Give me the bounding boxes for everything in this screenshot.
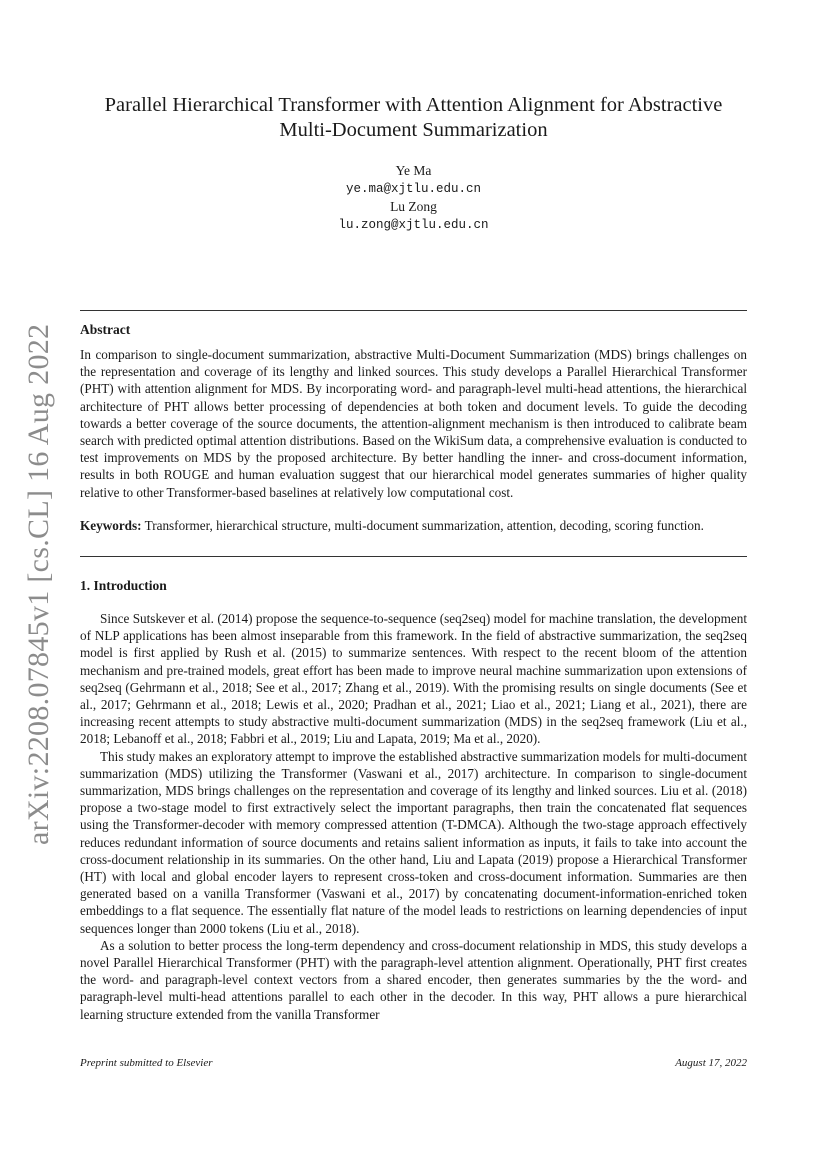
introduction-paragraph: Since Sutskever et al. (2014) propose the sequence-to-sequence (seq2seq) model for machine translation, the development of NLP applications has been almost inseparable from this framework. In the field of abstractive summarization, the seq2seq model is first applied by Rush et al. (2015) to summarize sentences. With respect to the recent bloom of the attention mechanism and pre-trained models, great effort has been made to improve neural machine summarization upon extensions of seq2seq (Gehrmann et al., 2018; See et al., 2017; Zhang et al., 2019). With the promising results on single documents (See et al., 2017; Gehrmann et al., 2018; Lewis et al., 2020; Pradhan et al., 2021; Liao et al., 2021; Liang et al., 2021), there are increasing recent attempts to study abstractive multi-document summarization (MDS) in the seq2seq framework (Liu et al., 2018; Lebanoff et al., 2018; Fabbri et al., 2019; Liu and Lapata, 2019; Ma et al., 2020).	[80, 611, 747, 747]
abstract-body: In comparison to single-document summarization, abstractive Multi-Document Summarization (MDS) brings challenges on the representation and coverage of its lengthy and linked sources. This study develops a Parallel Hierarchical Transformer (PHT) with attention alignment for MDS. By incorporating word- and paragraph-level multi-head attentions, the hierarchical architecture of PHT allows better processing of dependencies at both token and document levels. To guide the decoding towards a better coverage of the source documents, the attention-alignment mechanism is then introduced to calibrate beam search with predicted optimal attention distributions. Based on the WikiSum data, a comprehensive evaluation is conducted to test improvements on MDS by the proposed architecture. By better handling the inner- and cross-document information, results in both ROUGE and human evaluation suggest that our hierarchical model generates summaries of higher quality relative to other Transformer-based baselines at relatively low computational cost.	[80, 347, 747, 500]
author-name: Lu Zong	[390, 199, 437, 214]
introduction-paragraph: This study makes an exploratory attempt to improve the established abstractive summarization models for multi-document summarization (MDS) utilizing the Transformer (Vaswani et al., 2017) architecture. In comparison to single-document summarization, MDS brings challenges on the representation and coverage of its lengthy and linked sources. Liu et al. (2018) propose a two-stage model to first extractively select the important paragraphs, then train the concatenated flat sequences using the Transformer-decoder with memory compressed attention (T-DMCA). Although the two-stage approach effectively reduces redundant information of source documents and retains salient information as inputs, it fails to take into account the cross-document relationship in its summaries. On the other hand, Liu and Lapata (2019) propose a Hierarchical Transformer (HT) with local and global encoder layers to represent cross-token and cross-document information. Summaries are then generated based on a vanilla Transformer (Vaswani et al., 2017) by concatenating document-information-enriched token embeddings to a flat sequence. The essentially flat nature of the model leads to restrictions on learning dependencies of input sequences longer than 2000 tokens (Liu et al., 2018).	[80, 748, 747, 936]
author-email[interactable]: ye.ma@xjtlu.edu.cn	[345, 182, 482, 196]
abstract-heading: Abstract	[80, 322, 131, 337]
keywords-line	[80, 517, 747, 534]
abstract-bottom-divider	[80, 556, 747, 557]
author-email[interactable]: lu.zong@xjtlu.edu.cn	[338, 218, 489, 232]
footer-date: August 17, 2022	[675, 1057, 747, 1069]
section-heading-introduction: 1. Introduction	[80, 578, 167, 593]
arxiv-identifier-text: arXiv:2208.07845v1 [cs.CL] 16 Aug 2022	[22, 323, 55, 845]
paper-title: Parallel Hierarchical Transformer with Attention Alignment for Abstractive Multi-Document Summarization	[104, 94, 723, 141]
introduction-paragraph: As a solution to better process the long-term dependency and cross-document relationship in MDS, this study develops a novel Parallel Hierarchical Transformer (PHT) with the paragraph-level attention alignment. Operationally, PHT first creates the word- and paragraph-level context vectors from a shared encoder, then generates summaries by the the word- and paragraph-level multi-head attentions parallel to each other in the decoder. In this way, PHT allows a pure hierarchical learning structure extended from the vanilla Transformer	[80, 937, 747, 1022]
author-name: Ye Ma	[395, 163, 432, 178]
keywords-text: Transformer, hierarchical structure, multi-document summarization, attention, decoding, scoring function.	[144, 518, 704, 533]
keywords-label: Keywords:	[80, 518, 142, 533]
abstract-top-divider	[80, 310, 747, 311]
footer-preprint-note: Preprint submitted to Elsevier	[80, 1057, 213, 1069]
author-block	[80, 162, 747, 234]
introduction-body	[80, 610, 747, 1023]
